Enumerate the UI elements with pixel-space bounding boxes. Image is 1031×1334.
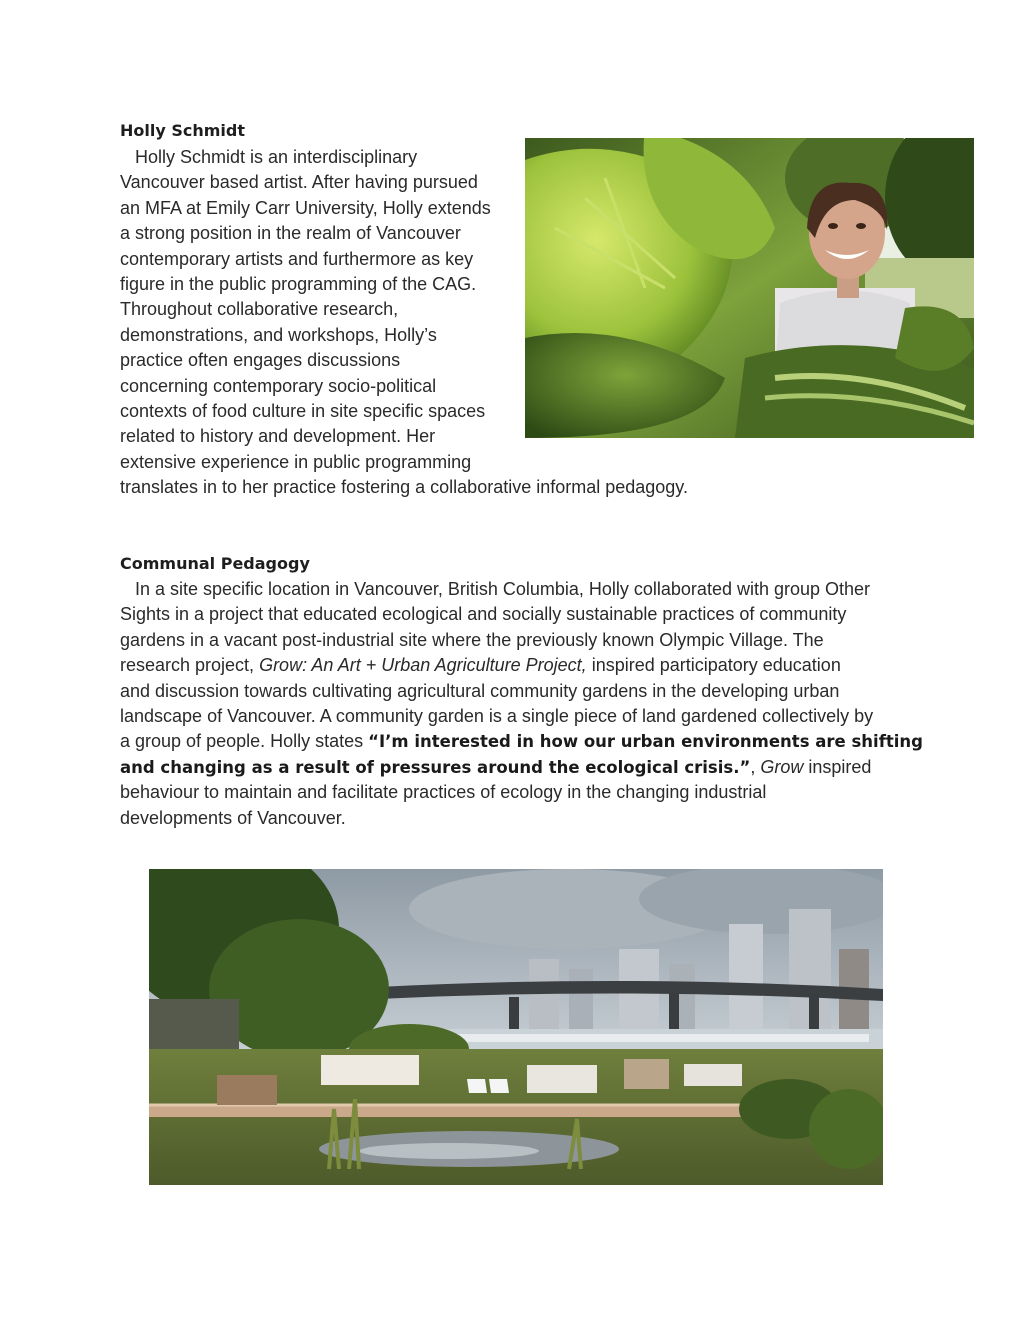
text-run: , <box>750 756 761 777</box>
text-run: inspired <box>803 756 872 777</box>
bio-line: an MFA at Emily Carr University, Holly extends <box>120 197 491 218</box>
photo-community-garden <box>149 869 883 1185</box>
photo-holly-in-garden <box>525 138 974 438</box>
pedagogy-line: behaviour to maintain and facilitate practices of ecology in the changing industrial <box>120 782 767 803</box>
pedagogy-line: developments of Vancouver. <box>120 807 346 828</box>
text-run: a group of people. Holly states <box>120 731 369 752</box>
bio-line: concerning contemporary socio-political <box>120 375 437 396</box>
bio-line: Vancouver based artist. After having pursued <box>120 172 478 193</box>
pedagogy-line <box>120 653 923 678</box>
pedagogy-line: landscape of Vancouver. A community garden is a single piece of land gardened collectively by <box>120 706 874 727</box>
project-title-italic: Grow: An Art + Urban Agriculture Project, <box>259 655 587 676</box>
bio-line: contexts of food culture in site specific spaces <box>120 401 486 422</box>
bio-line: contemporary artists and furthermore as key <box>120 248 474 269</box>
bio-line: translates in to her practice fostering a collaborative informal pedagogy. <box>120 477 688 498</box>
text-run: research project, <box>120 655 260 676</box>
bio-line: demonstrations, and workshops, Holly’s <box>120 324 437 345</box>
bio-line: related to history and development. Her <box>120 426 436 447</box>
bio-line: a strong position in the realm of Vancouver <box>120 223 461 244</box>
pedagogy-line: Sights in a project that educated ecological and socially sustainable practices of community <box>120 604 847 625</box>
pedagogy-line: and discussion towards cultivating agricultural community gardens in the developing urban <box>120 680 840 701</box>
quote-bold: “I’m interested in how our urban environments are shifting <box>368 732 923 752</box>
pedagogy-line <box>120 755 923 780</box>
pedagogy-line: gardens in a vacant post-industrial site where the previously known Olympic Village. The <box>120 629 824 650</box>
grow-italic: Grow <box>760 756 804 777</box>
text-run: inspired participatory education <box>586 655 841 676</box>
pedagogy-line: In a site specific location in Vancouver, British Columbia, Holly collaborated with group Other <box>135 579 871 599</box>
pedagogy-paragraph <box>120 577 923 831</box>
bio-line: practice often engages discussions <box>120 350 401 371</box>
section-heading-communal-pedagogy: Communal Pedagogy <box>120 554 310 573</box>
bio-line: Throughout collaborative research, <box>120 299 399 320</box>
section-heading-holly-schmidt: Holly Schmidt <box>120 121 246 140</box>
pedagogy-line <box>120 729 923 754</box>
quote-bold: and changing as a result of pressures around the ecological crisis.” <box>120 757 751 777</box>
bio-line: extensive experience in public programming <box>120 451 472 472</box>
bio-line: Holly Schmidt is an interdisciplinary <box>135 147 418 167</box>
bio-line: figure in the public programming of the CAG. <box>120 274 477 295</box>
